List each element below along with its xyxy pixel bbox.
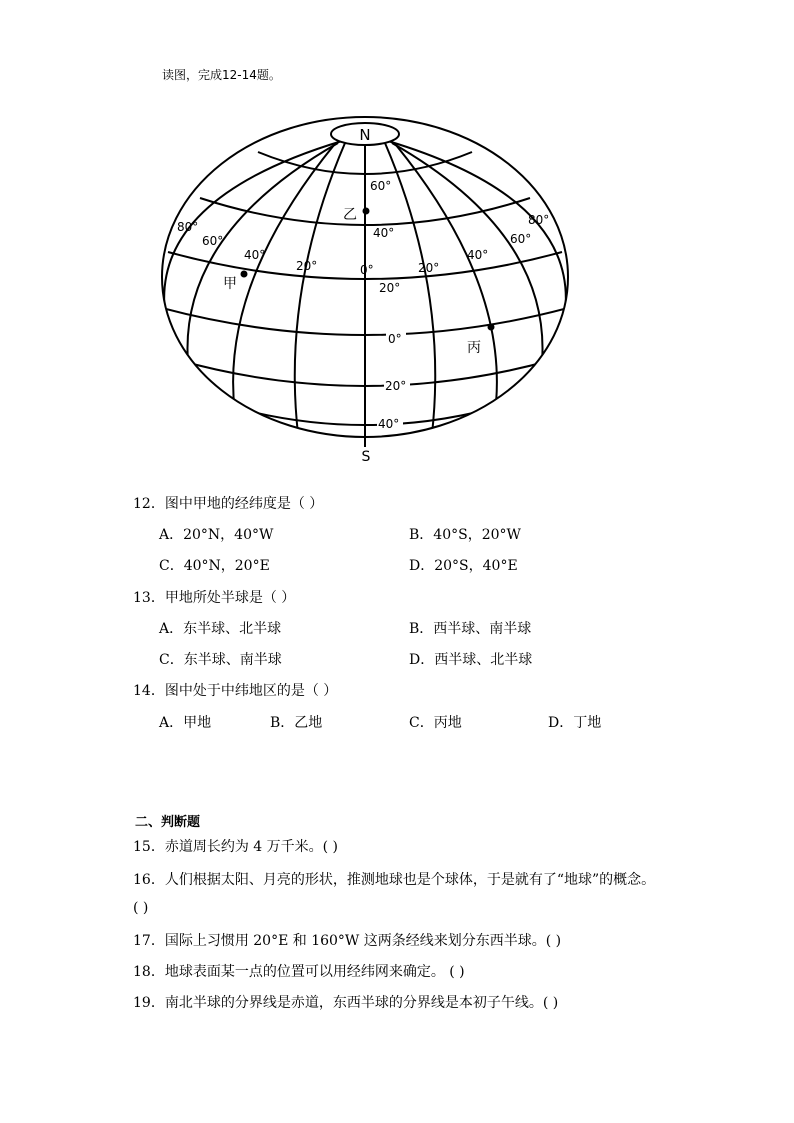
point-jia-marker [241, 271, 248, 278]
judgment-item-16-blank[interactable]: ( ) [133, 900, 149, 916]
question-14-option-d[interactable]: D．丁地 [548, 715, 602, 731]
lat-label-20n: 20° [379, 281, 401, 295]
question-12-option-b[interactable]: B．40°S，20°W [409, 527, 521, 543]
question-13-option-b[interactable]: B．西半球、南半球 [409, 621, 532, 637]
question-13-option-d[interactable]: D．西半球、北半球 [409, 652, 533, 668]
lat-label-40s: 40° [378, 417, 400, 431]
judgment-item-17: 17．国际上习惯用 20°E 和 160°W 这两条经线来划分东西半球。( ) [133, 933, 562, 949]
judgment-item-16: 16．人们根据太阳、月亮的形状，推测地球也是个球体，于是就有了“地球”的概念。 [133, 872, 656, 888]
judgment-item-15: 15．赤道周长约为 4 万千米。( ) [133, 839, 338, 855]
section-2-title: 二、判断题 [135, 815, 201, 830]
point-yi-label: 乙 [343, 207, 357, 223]
lon-label-60w: 60° [202, 234, 224, 248]
lon-label-40w: 40° [244, 248, 266, 262]
lat-label-40n: 40° [373, 226, 395, 240]
question-12-option-a[interactable]: A．20°N，40°W [159, 527, 274, 543]
lon-label-40e: 40° [467, 248, 489, 262]
question-13-stem: 13．甲地所处半球是（ ） [133, 590, 296, 606]
lat-label-0: 0° [388, 332, 402, 346]
point-bing-marker [488, 324, 495, 331]
meridian-40w [233, 145, 334, 420]
question-12-option-c[interactable]: C．40°N，20°E [159, 558, 270, 574]
lat-label-60n: 60° [370, 179, 392, 193]
question-14-stem: 14．图中处于中纬地区的是（ ） [133, 683, 338, 699]
lon-label-80w: 80° [177, 220, 199, 234]
intro-text: 读图，完成12-14题。 [162, 68, 281, 82]
lon-label-20w: 20° [296, 259, 318, 273]
lon-label-80e: 80° [528, 213, 550, 227]
question-14-option-b[interactable]: B．乙地 [270, 715, 323, 731]
lon-label-0: 0° [360, 263, 374, 277]
south-label: S [361, 449, 371, 465]
question-13-option-a[interactable]: A．东半球、北半球 [159, 621, 282, 637]
judgment-item-18: 18．地球表面某一点的位置可以用经纬网来确定。 ( ) [133, 964, 465, 980]
question-13-option-c[interactable]: C．东半球、南半球 [159, 652, 282, 668]
question-12-stem: 12．图中甲地的经纬度是（ ） [133, 496, 324, 512]
lat-label-20s: 20° [385, 379, 407, 393]
question-12-option-d[interactable]: D．20°S，40°E [409, 558, 518, 574]
question-14-option-c[interactable]: C．丙地 [409, 715, 462, 731]
lon-label-20e: 20° [418, 261, 440, 275]
point-bing-label: 丙 [467, 340, 481, 356]
meridian-40e [396, 145, 497, 420]
globe-diagram [0, 0, 794, 470]
north-label: N [359, 126, 371, 144]
lon-label-60e: 60° [510, 232, 532, 246]
point-jia-label: 甲 [223, 276, 237, 292]
judgment-item-19: 19．南北半球的分界线是赤道，东西半球的分界线是本初子午线。( ) [133, 995, 559, 1011]
question-14-option-a[interactable]: A．甲地 [159, 715, 212, 731]
point-yi-marker [363, 208, 370, 215]
